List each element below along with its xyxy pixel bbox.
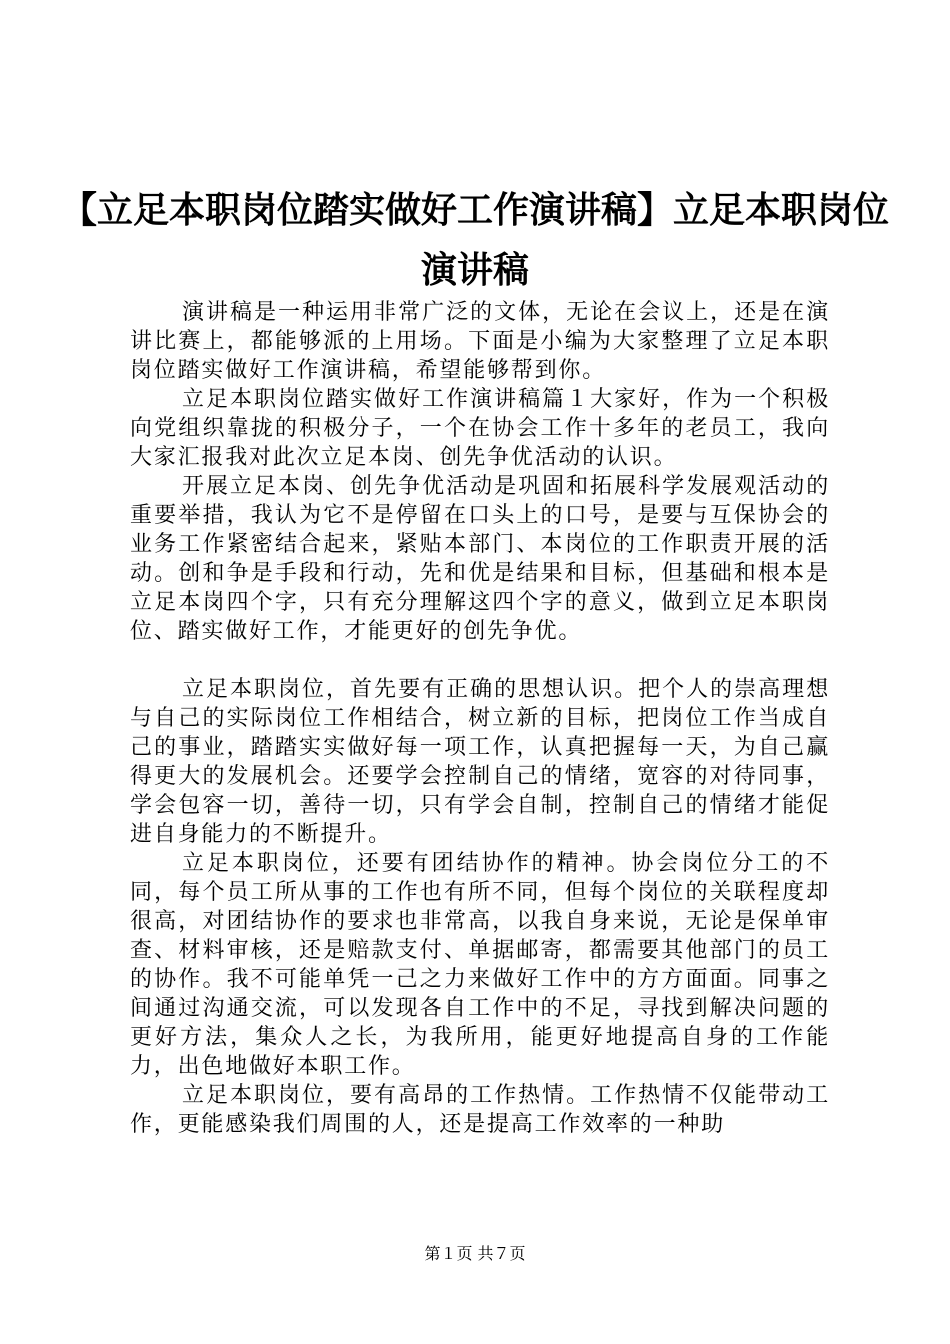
- document-title: 【立足本职岗位踏实做好工作演讲稿】立足本职岗位演讲稿: [60, 189, 889, 291]
- paragraph-greeting: 立足本职岗位踏实做好工作演讲稿篇１大家好，作为一个积极向党组织靠拢的积极分子，一个在协会工作十多年的老员工，我向大家汇报我对此次立足本岗、创先争优活动的认识。: [130, 387, 830, 470]
- paragraph-thinking: 立足本职岗位，首先要有正确的思想认识。把个人的崇高理想与自己的实际岗位工作相结合，树立新的目标，把岗位工作当成自己的事业，踏踏实实做好每一项工作，认真把握每一天，为自己赢得更大的发展机会。还要学会控制自己的情绪，宽容的对待同事，学会包容一切，善待一切，只有学会自制，控制自己的情绪才能促进自身能力的不断提升。: [130, 677, 830, 847]
- page-footer: 第１页 共７页: [424, 1244, 526, 1263]
- paragraph-enthusiasm: 立足本职岗位，要有高昂的工作热情。工作热情不仅能带动工作，更能感染我们周围的人，还是提高工作效率的一种助: [130, 1083, 830, 1137]
- paragraph-spacer: [130, 646, 830, 675]
- document-body: [130, 298, 830, 1139]
- paragraph-intro: 演讲稿是一种运用非常广泛的文体，无论在会议上，还是在演讲比赛上，都能够派的上用场。下面是小编为大家整理了立足本职岗位踏实做好工作演讲稿，希望能够帮到你。: [130, 300, 830, 383]
- paragraph-activity: 开展立足本岗、创先争优活动是巩固和拓展科学发展观活动的重要举措，我认为它不是停留在口头上的口号，是要与互保协会的业务工作紧密结合起来，紧贴本部门、本岗位的工作职责开展的活动。创和争是手段和行动，先和优是结果和目标，但基础和根本是立足本岗四个字，只有充分理解这四个字的意义，做到立足本职岗位、踏实做好工作，才能更好的创先争优。: [130, 474, 830, 644]
- paragraph-teamwork: 立足本职岗位，还要有团结协作的精神。协会岗位分工的不同，每个员工所从事的工作也有所不同，但每个岗位的关联程度却很高，对团结协作的要求也非常高，以我自身来说，无论是保单审查、材料审核，还是赔款支付、单据邮寄，都需要其他部门的员工的协作。我不可能单凭一己之力来做好工作中的方方面面。同事之间通过沟通交流，可以发现各自工作中的不足，寻找到解决问题的更好方法，集众人之长，为我所用，能更好地提高自身的工作能力，出色地做好本职工作。: [130, 851, 830, 1079]
